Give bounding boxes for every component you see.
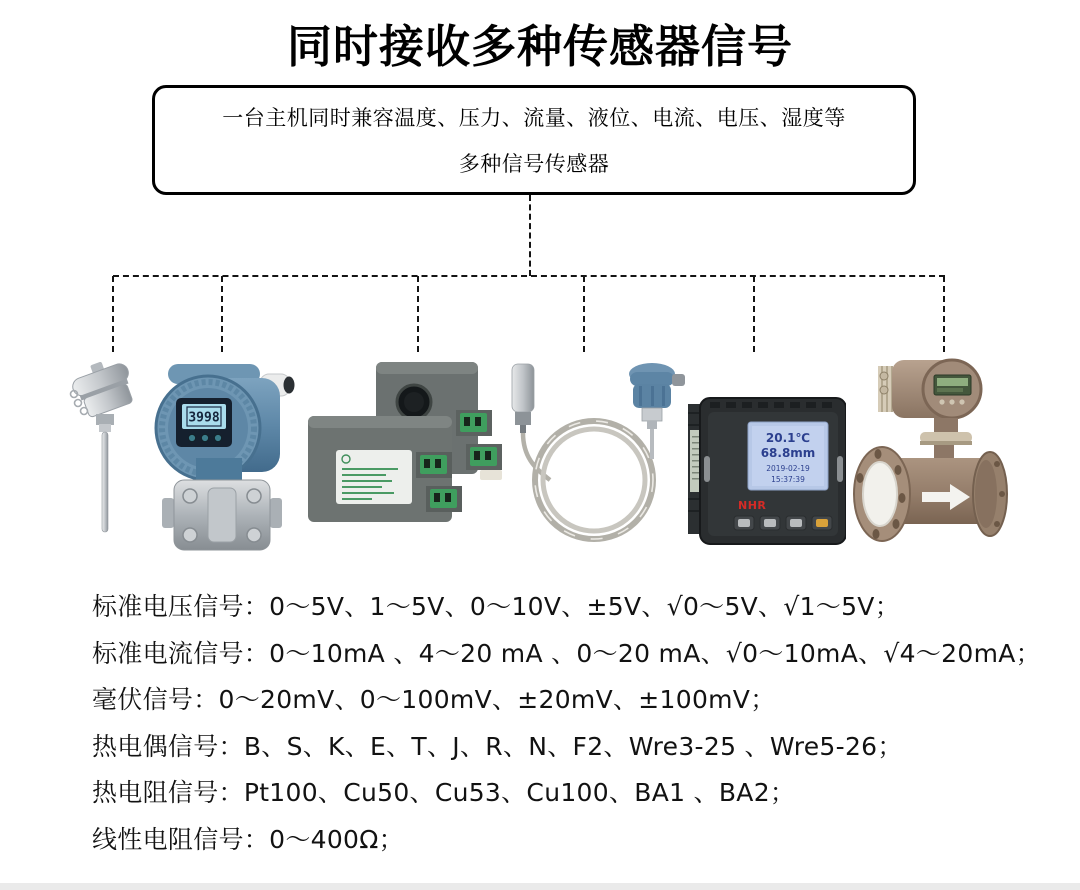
spec-current-label: 标准电流信号： <box>92 638 270 668</box>
spec-linear-resistance-label: 线性电阻信号： <box>92 824 270 854</box>
spec-millivolt-values: 0～20mV、0～100mV、±20mV、±100mV； <box>218 685 776 714</box>
footer-strip <box>0 883 1080 890</box>
intro-line-2: 多种信号传感器 <box>458 152 610 176</box>
pressure-transmitter-image <box>148 358 298 556</box>
connector-drop-5 <box>753 276 755 352</box>
meter-lcd-line3: 2019-02-19 <box>766 464 810 473</box>
spec-linear-resistance <box>92 817 1052 864</box>
spec-thermocouple-label: 热电偶信号： <box>92 731 244 761</box>
flowmeter-left-flange <box>854 447 910 541</box>
probe-cylinder <box>512 364 534 412</box>
spec-thermocouple <box>92 724 1052 771</box>
spec-linear-resistance-values: 0～400Ω； <box>269 824 404 854</box>
spec-voltage <box>92 584 1052 631</box>
connector-drop-1 <box>112 276 114 352</box>
meter-lcd-line4: 15:37:39 <box>771 475 805 484</box>
spec-label <box>336 450 412 504</box>
thermocouple-image <box>52 362 144 534</box>
connector-drop-2 <box>221 276 223 352</box>
spec-voltage-label: 标准电压信号： <box>92 592 270 621</box>
panel-meter-image <box>688 394 846 548</box>
thermocouple-head <box>67 362 138 420</box>
flowmeter-right-flange <box>973 452 1007 536</box>
spec-rtd-label: 热电阻信号： <box>92 778 244 807</box>
spec-current <box>92 631 1052 678</box>
spec-millivolt-label: 毫伏信号： <box>92 685 219 714</box>
signal-spec-list <box>92 584 1052 863</box>
level-transmitter-image <box>506 356 690 550</box>
probe-rod <box>102 432 108 532</box>
current-transducers-image <box>306 358 506 530</box>
transmitter-lcd-value: 3998 <box>188 410 220 426</box>
flowmeter-neck <box>934 418 958 432</box>
connector-drop-4 <box>583 276 585 352</box>
spec-current-values: 0～10mA 、4～20 mA 、0～20 mA、√0～10mA、√4～20mA； <box>269 638 1041 668</box>
intro-line-1: 一台主机同时兼容温度、压力、流量、液位、电流、电压、湿度等 <box>222 106 846 130</box>
neck-hex <box>96 414 114 425</box>
connector-stem <box>529 195 531 276</box>
meter-brand-logo: NHR <box>738 499 767 512</box>
connector-drop-6 <box>943 276 945 352</box>
connector-drop-3 <box>417 276 419 352</box>
transmitter-neck <box>196 458 242 480</box>
meter-lcd-line2: 68.8mm <box>760 446 816 460</box>
intro-box <box>152 85 916 195</box>
page-title: 同时接收多种传感器信号 <box>286 20 793 73</box>
spec-voltage-values: 0～5V、1～5V、0～10V、±5V、√0～5V、√1～5V； <box>269 592 900 621</box>
spec-rtd <box>92 770 1052 817</box>
meter-lcd-line1: 20.1℃ <box>765 431 811 445</box>
connector-crossbar <box>113 275 945 277</box>
spec-rtd-values: Pt100、Cu50、Cu53、Cu100、BA1 、BA2； <box>243 778 796 807</box>
electromagnetic-flowmeter-image <box>850 348 1018 554</box>
transducer-front-unit <box>308 416 462 522</box>
spec-thermocouple-values: B、S、K、E、T、J、R、N、F2、Wre3-25 、Wre5-26； <box>243 731 903 761</box>
spec-millivolt <box>92 677 1052 724</box>
flowmeter-converter-head <box>878 360 981 418</box>
